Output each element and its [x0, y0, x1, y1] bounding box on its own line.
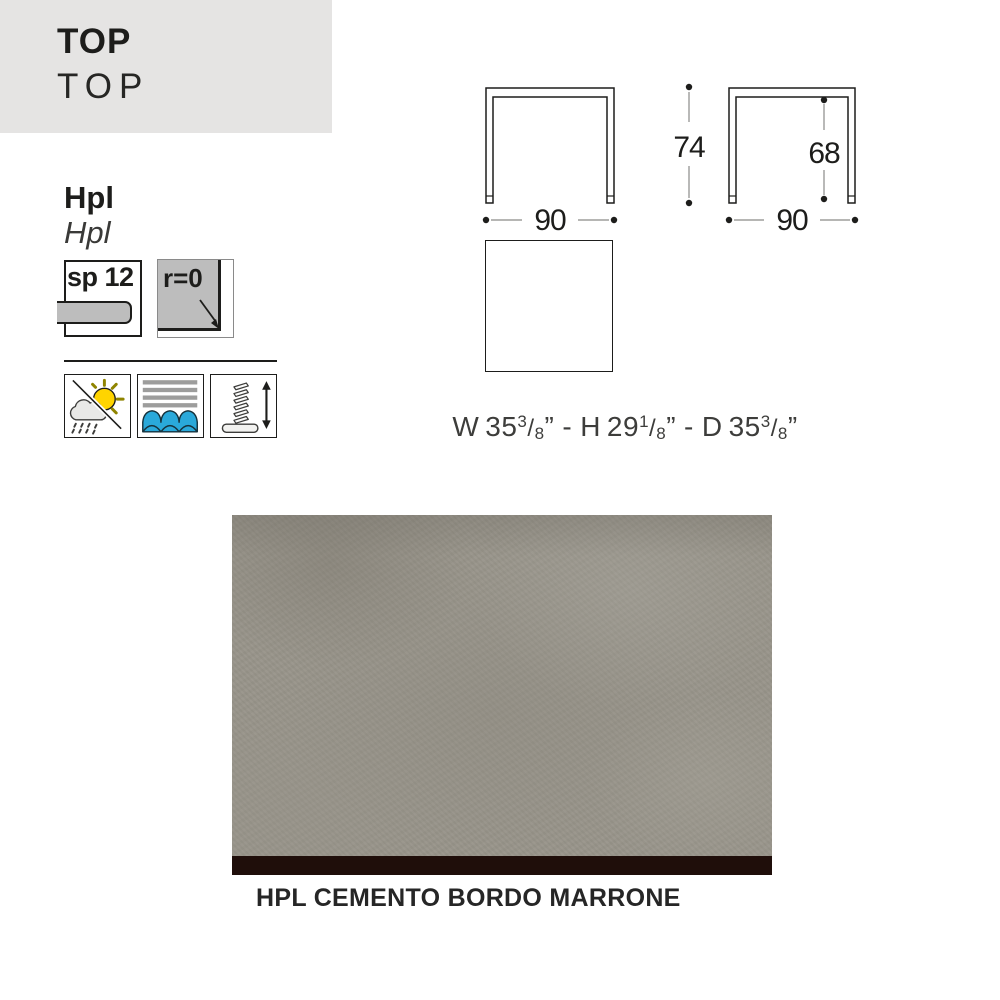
- adjustable-feet-icon: [211, 375, 276, 437]
- dim-w-slash: /: [527, 415, 535, 442]
- feature-box-adjustable: [210, 374, 277, 438]
- thickness-label: sp 12: [67, 262, 134, 292]
- dim-h-slash: /: [649, 415, 657, 442]
- dim-h-inch: ”: [666, 411, 677, 442]
- dim-d-den: 8: [777, 424, 788, 443]
- page-title: TOP: [57, 22, 132, 61]
- dim-w-whole: 35: [485, 411, 518, 442]
- table-front-view: [486, 88, 614, 203]
- technical-drawing: [460, 70, 880, 240]
- material-name: Hpl: [64, 180, 114, 215]
- side-depth-dimension: 90: [776, 204, 808, 237]
- dim-h-num: 1: [639, 412, 650, 431]
- side-underside-height-dimension: 68: [808, 137, 840, 170]
- dim-h-whole: 29: [606, 411, 640, 442]
- dim-w-inch: ”: [544, 411, 555, 442]
- dim-d-num: 3: [760, 412, 771, 431]
- weather-resistant-icon: [65, 375, 130, 437]
- brown-edge-strip: [232, 856, 772, 875]
- front-height-dimension: 74: [673, 131, 705, 164]
- feature-box-weather: [64, 374, 131, 438]
- dim-sep-2: -: [684, 411, 694, 442]
- water-resistant-icon: [138, 375, 203, 437]
- dim-d-inch: ”: [787, 411, 798, 442]
- cement-texture-image: [232, 515, 772, 856]
- header-banner: [0, 0, 332, 133]
- page-subtitle: TOP: [57, 67, 150, 106]
- dim-w-label: W: [452, 411, 480, 442]
- dim-d-whole: 35: [728, 411, 761, 442]
- feature-box-water: [137, 374, 204, 438]
- table-top-view: [485, 240, 613, 372]
- material-name-italic: Hpl: [64, 215, 111, 250]
- dim-d-slash: /: [770, 415, 778, 442]
- front-width-dimension: 90: [534, 204, 566, 237]
- divider-line: [64, 360, 277, 362]
- dim-w-den: 8: [534, 424, 545, 443]
- material-swatch: [232, 515, 772, 875]
- edge-radius-spec-box: [157, 259, 234, 338]
- edge-radius-label: r=0: [163, 263, 203, 293]
- dim-h-label: H: [580, 411, 601, 442]
- dim-w-num: 3: [517, 412, 528, 431]
- dim-h-den: 8: [656, 424, 667, 443]
- swatch-caption: HPL CEMENTO BORDO MARRONE: [256, 884, 681, 912]
- dim-sep-1: -: [562, 411, 573, 442]
- dim-d-label: D: [701, 411, 723, 442]
- imperial-dimensions: [450, 411, 800, 444]
- panel-thickness-icon: [57, 301, 132, 324]
